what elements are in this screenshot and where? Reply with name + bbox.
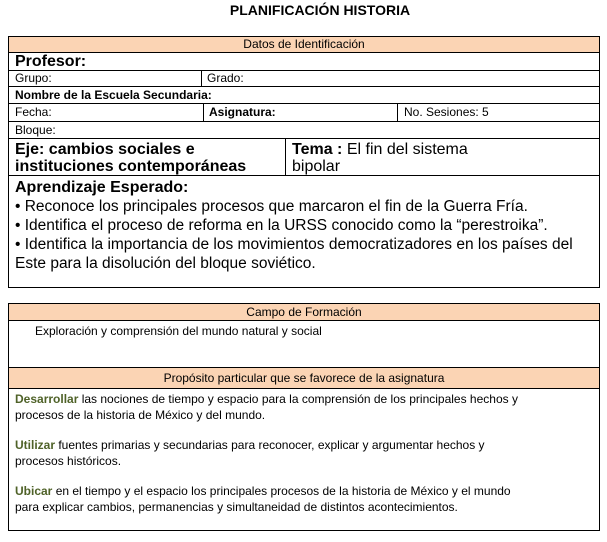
proposito-paragraph [15, 391, 599, 423]
proposito-body-cell [8, 388, 600, 531]
proposito-keyword: Ubicar [15, 484, 53, 498]
tema-label: Tema : [292, 141, 343, 158]
eje-cell [8, 138, 286, 176]
proposito-text-line: fuentes primarias y secundarias para reconocer, explicar y argumentar hechos y [55, 438, 485, 452]
proposito-keyword: Desarrollar [15, 392, 79, 406]
aprendizaje-item: • Identifica el proceso de reforma en la URSS conocido como la “perestroika”. [15, 217, 548, 234]
aprendizaje-item: Este para la disolución del bloque soviético. [15, 255, 316, 272]
sesiones-label: No. Sesiones: 5 [404, 105, 489, 119]
proposito-text-line: para explicar cambios, permanencias y simultaneidad de distintos acontecimientos. [15, 500, 458, 514]
escuela-row [8, 86, 600, 104]
profesor-label: Profesor: [15, 53, 87, 70]
proposito-keyword: Utilizar [15, 438, 56, 452]
tema-value: El fin del sistema [342, 141, 468, 158]
sesiones-cell [397, 103, 600, 122]
bloque-label: Bloque: [15, 123, 56, 137]
bloque-row [8, 121, 600, 139]
tema-value-line-2: bipolar [292, 158, 341, 175]
aprendizaje-cell [8, 175, 600, 288]
campo-value: Exploración y comprensión del mundo natural y social [35, 324, 322, 338]
aprendizaje-title: Aprendizaje Esperado: [15, 179, 189, 196]
proposito-text-line: las nociones de tiempo y espacio para la comprensión de los principales hechos y [78, 392, 518, 406]
proposito-text-line: procesos históricos. [15, 454, 122, 468]
fecha-cell [8, 103, 204, 122]
grupo-cell [8, 70, 202, 87]
fecha-label: Fecha: [15, 105, 52, 119]
id-section-header [8, 36, 600, 53]
aprendizaje-item: • Reconoce los principales procesos que marcaron el fin de la Guerra Fría. [15, 198, 528, 215]
asignatura-cell [203, 103, 398, 122]
aprendizaje-item: • Identifica la importancia de los movimientos democratizadores en los países del [15, 236, 573, 253]
proposito-paragraph [15, 483, 599, 515]
proposito-section-header-label: Propósito particular que se favorece de la asignatura [163, 371, 445, 385]
proposito-text-line: en el tiempo y el espacio los principales procesos de la historia de México y el mundo [52, 484, 511, 498]
eje-line-1: Eje: cambios sociales e [15, 141, 195, 158]
campo-value-cell [8, 320, 600, 368]
id-section-header-label: Datos de Identificación [243, 37, 365, 51]
grupo-label: Grupo: [15, 71, 52, 85]
tema-cell [285, 138, 600, 176]
proposito-paragraph [15, 437, 599, 469]
asignatura-label: Asignatura: [209, 105, 276, 119]
profesor-row [8, 52, 600, 71]
campo-section-header [8, 303, 600, 321]
page-title: PLANIFICACIÓN HISTORIA [229, 2, 411, 18]
eje-line-2: instituciones contemporáneas [15, 158, 247, 175]
grado-cell [201, 70, 600, 87]
escuela-label: Nombre de la Escuela Secundaria: [15, 88, 212, 102]
campo-section-header-label: Campo de Formación [246, 305, 362, 319]
grado-label: Grado: [207, 71, 244, 85]
proposito-section-header [8, 367, 600, 389]
proposito-text-line: procesos de la historia de México y del mundo. [15, 408, 266, 422]
